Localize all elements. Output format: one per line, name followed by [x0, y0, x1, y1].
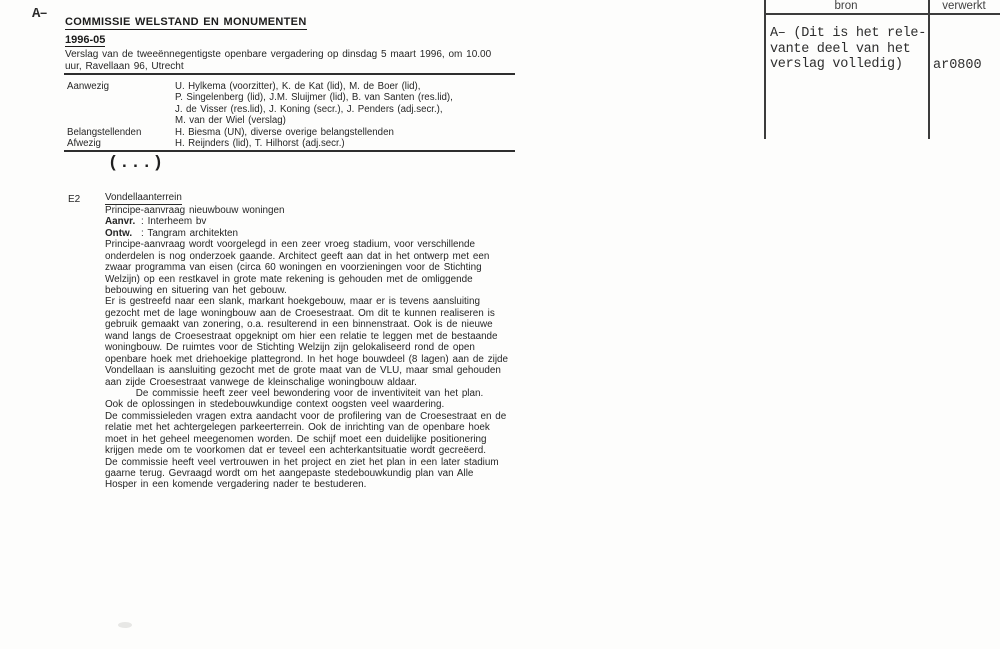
designer-label: Ontw. [105, 227, 133, 239]
attendance-label: Aanwezig [67, 81, 110, 92]
body-line: openbare hoek met driehoekige plattegrond. In het hoge bouwdeel (8 lagen) aan de zijde [105, 353, 508, 365]
attendance-line: U. Hylkema (voorzitter), K. de Kat (lid), M. de Boer (lid), [175, 81, 421, 92]
omission-mark: (...) [108, 154, 165, 173]
stamp-note-line: verslag volledig) [770, 57, 903, 72]
corner-mark: A– [32, 6, 47, 22]
designer-value: Tangram architekten [147, 227, 238, 239]
attendance-label: Afwezig [67, 138, 101, 150]
doc-description-line-1: Verslag van de tweeënnegentigste openbare vergadering op dinsdag 5 maart 1996, om 10.00 [65, 49, 492, 60]
agenda-item-title: Vondellaanterrein [105, 192, 182, 203]
stamp-note [770, 26, 926, 73]
body-line: De commissieleden vragen extra aandacht voor de profilering van de Croesestraat en de [105, 410, 507, 422]
attendance-label: Belangstellenden [67, 126, 142, 138]
stamp-note-line: A– (Dit is het rele- [770, 26, 927, 41]
applicant-row [105, 216, 525, 227]
body-line: Hosper in een komende vergadering nader te bestuderen. [105, 479, 367, 491]
attendance-line: J. de Visser (res.lid), J. Koning (secr.), J. Penders (adj.secr.), [175, 103, 443, 115]
body-line: zwaar programma van eisen (circa 60 woningen en voorzieningen voor de Stichting [105, 262, 482, 274]
body-line: Vondellaan is aansluiting gezocht met de grote maat van de VLU, maar smal gehouden [105, 365, 501, 377]
doc-number: 1996-05 [65, 34, 106, 46]
agenda-item-code: E2 [68, 194, 81, 205]
attendance-values [175, 127, 394, 138]
attendance-line: M. van der Wiel (verslag) [175, 115, 286, 127]
designer-separator: : [141, 227, 148, 239]
body-line: Er is gestreefd naar een slank, markant hoekgebouw, maar er is tevens aansluiting [105, 296, 480, 308]
doc-header [65, 12, 525, 73]
designer-row [105, 228, 525, 239]
attendance-table [67, 81, 453, 149]
attendance-row-belangstellenden [67, 127, 453, 138]
agenda-item [105, 192, 525, 491]
applicant-separator: : [141, 216, 148, 228]
body-line: gaarne terug. Gevraagd wordt om het aangepaste stedebouwkundig plan van Alle [105, 468, 474, 479]
body-line: moet in het geheel meegenomen worden. De schijf moet een duidelijke positionering [105, 433, 487, 445]
body-line: Principe-aanvraag wordt voorgelegd in een zeer vroeg stadium, voor verschillende [105, 239, 475, 251]
attendance-values [175, 138, 345, 149]
body-line: wand langs de Croesestraat opgeknipt om hier een relatie te leggen met de bestaande [105, 330, 498, 342]
doc-title: COMMISSIE WELSTAND EN MONUMENTEN [65, 16, 307, 28]
stamp-code: ar0800 [933, 58, 982, 73]
attendance-row-afwezig [67, 138, 453, 149]
body-line: onderdelen is nog onderzoek gaande. Architect geeft aan dat in het ontwerp met een [105, 250, 490, 262]
body-line: De commissie heeft veel vertrouwen in het project en ziet het plan in een later stadium [105, 456, 499, 468]
attendance-row-aanwezig [67, 81, 453, 127]
applicant-label: Aanvr. [105, 216, 136, 228]
body-line: relatie met het achtergelegen parkeerterrein. Ook de inrichting van de openbare hoek [105, 422, 490, 434]
stamp-table-border-left [764, 0, 766, 139]
stamp-table-header-underline [764, 13, 1000, 15]
agenda-item-subtitle: Principe-aanvraag nieuwbouw woningen [105, 204, 285, 216]
body-line: gebruik gemaakt van zonering, o.a. resulterend in een binnenstraat. Ook is de nieuwe [105, 319, 493, 331]
scan-speck [118, 622, 132, 628]
body-line: Ook de oplossingen in stedebouwkundige context oogsten veel waardering. [105, 399, 445, 411]
stamp-table-border-middle [928, 0, 930, 139]
body-line: De commissie heeft zeer veel bewondering voor de inventiviteit van het plan. [105, 387, 484, 399]
divider-top [64, 73, 515, 75]
attendance-values [175, 81, 453, 127]
attendance-line: H. Biesma (UN), diverse overige belangstellenden [175, 126, 394, 138]
attendance-line: P. Singelenberg (lid), J.M. Sluijmer (lid), B. van Santen (res.lid), [175, 92, 453, 104]
divider-bottom [64, 150, 515, 152]
stamp-column-header-verwerkt: verwerkt [942, 0, 986, 12]
applicant-value: Interheem bv [147, 216, 207, 228]
stamp-note-line: vante deel van het [770, 41, 911, 57]
doc-description-line-2: uur, Ravellaan 96, Utrecht [65, 61, 184, 73]
stamp-column-header-bron: bron [834, 0, 858, 12]
attendance-line: H. Reijnders (lid), T. Hilhorst (adj.secr.) [175, 138, 345, 150]
body-line: woningbouw. De ruimtes voor de Stichting Welzijn zijn gelokaliseerd rond de open [105, 342, 475, 354]
body-line: bebouwing en situering van het gebouw. [105, 285, 287, 296]
body-line: aan zijde Croesestraat vanwege de kleinschalige woningbouw aldaar. [105, 376, 417, 388]
body-line: Welzijn) op een restkavel in grote mate rekening is gehouden met de omliggende [105, 273, 473, 285]
body-line: krijgen mede om te voorkomen dat er teveel een achterkantsituatie wordt gecreëerd. [105, 445, 486, 457]
body-line: gezocht met de lage woningbouw aan de Croesestraat. Om dit te kunnen realiseren is [105, 307, 495, 319]
